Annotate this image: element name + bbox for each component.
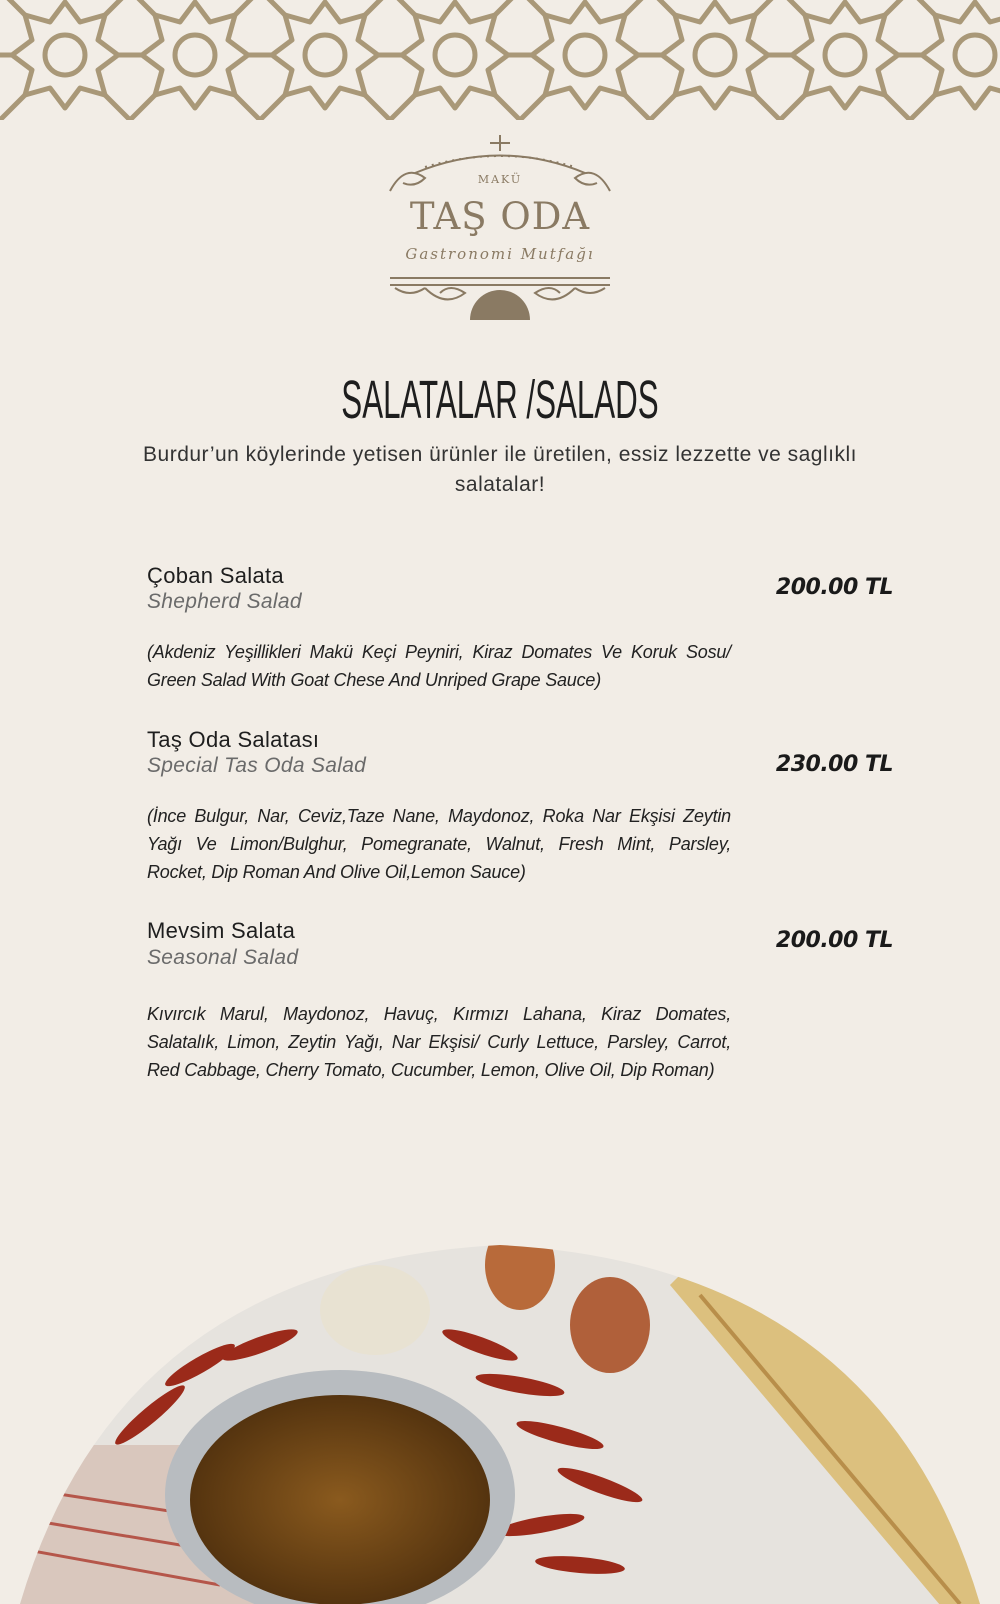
menu-item-price: 200.00 TL — [775, 575, 893, 600]
menu-item-name: Taş Oda Salatası — [147, 727, 320, 752]
menu-item-name: Mevsim Salata — [147, 918, 296, 943]
menu-item-description: (İnce Bulgur, Nar, Ceviz,Taze Nane, Maydonoz, Roka Nar Ekşisi Zeytin Yağı Ve Limon/Bulghur, Pomegranate, Walnut, Fresh Mint, Parsley, Rocket, Dip Roman And Olive Oil,Lemon Sauce) — [147, 806, 731, 882]
menu-item-english-name: Special Tas Oda Salad — [147, 754, 367, 777]
restaurant-logo — [385, 133, 615, 328]
logo-subtitle: Gastronomi Mutfağı — [405, 245, 595, 263]
menu-item-english-name: Shepherd Salad — [147, 590, 302, 613]
menu-item-price: 230.00 TL — [775, 752, 893, 777]
geometric-pattern-header — [0, 0, 1000, 120]
menu-item-english-name: Seasonal Salad — [147, 946, 299, 969]
logo-name: TAŞ ODA — [409, 195, 591, 238]
menu-item-description: (Akdeniz Yeşillikleri Makü Keçi Peyniri, Kiraz Domates Ve Koruk Sosu/ Green Salad With Goat Chese And Unriped Grape Sauce) — [147, 642, 731, 690]
menu-item-name: Çoban Salata — [147, 563, 284, 588]
menu-item-price: 200.00 TL — [775, 928, 893, 953]
logo-small-text: MAKÜ — [477, 173, 523, 186]
food-photo — [0, 1225, 1000, 1604]
menu-item-description: Kıvırcık Marul, Maydonoz, Havuç, Kırmızı Lahana, Kiraz Domates, Salatalık, Limon, Zeytin Yağı, Nar Ekşisi/ Curly Lettuce, Parsley, Carrot, Red Cabbage, Cherry Tomato, Cucumber, Lemon, Olive Oil, Dip Roman) — [147, 1004, 731, 1080]
section-title: SALATALAR /SALADS — [341, 370, 659, 430]
section-intro: Burdur’un köylerinde yetisen ürünler ile üretilen, essiz lezzette ve saglıklı salatalar! — [143, 443, 857, 496]
